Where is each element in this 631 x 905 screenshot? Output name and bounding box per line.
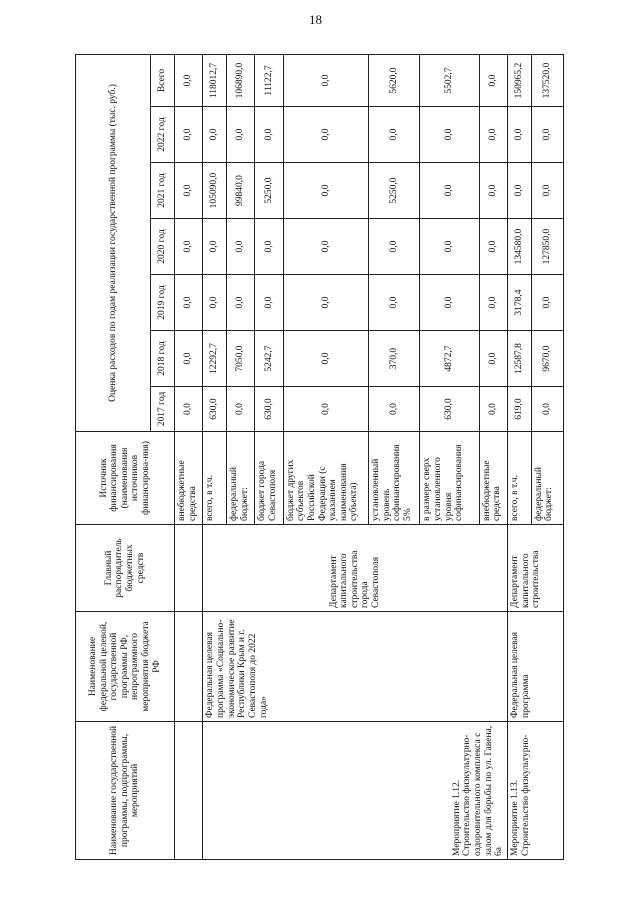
funding-source: бюджет других субъектов Российской Федерации (с указанием наименования субъекта): [283, 432, 369, 525]
funding-source: всего, в т.ч.: [507, 432, 531, 525]
value-cell: 0,0: [531, 163, 563, 219]
value-cell: 0,0: [175, 387, 203, 432]
value-cell: 0,0: [531, 275, 563, 331]
empty-cell: [175, 525, 203, 612]
value-cell: 0,0: [175, 107, 203, 163]
value-cell: 5620,0: [369, 54, 420, 106]
table-row: [507, 54, 531, 859]
value-cell: 7050,0: [227, 331, 255, 387]
value-cell: 0,0: [531, 107, 563, 163]
federal-program: Федеральная целевая программа: [507, 612, 563, 722]
value-cell: 0,0: [227, 275, 255, 331]
value-cell: 0,0: [283, 275, 369, 331]
table-row: [175, 54, 203, 859]
header-program-name: Наименование государственной программы, подпрограммы, мероприятий: [76, 722, 175, 860]
value-cell: 12292,7: [203, 331, 227, 387]
value-cell: 0,0: [283, 387, 369, 432]
header-distributor: Главный распорядитель бюджетных средств: [76, 525, 175, 612]
value-cell: 0,0: [255, 275, 283, 331]
header-row: [76, 54, 151, 859]
value-cell: 5250,0: [369, 163, 420, 219]
value-cell: 0,0: [227, 387, 255, 432]
distributor: Департамент капитального строительства города Севастополя: [203, 525, 508, 612]
value-cell: 0,0: [283, 54, 369, 106]
funding-source: федеральный бюджет:: [227, 432, 255, 525]
federal-program: Федеральная целевая программа «Социально-экономическое развитие Республики Крым и г. Севастополя до 2022 года»: [203, 612, 508, 722]
rotated-table-container: [75, 55, 564, 860]
value-cell: 150965,2: [507, 54, 531, 106]
funding-source: федеральный бюджет:: [531, 432, 563, 525]
value-cell: 630,0: [255, 387, 283, 432]
budget-table: [75, 54, 564, 860]
value-cell: 0,0: [203, 219, 227, 275]
value-cell: 0,0: [531, 387, 563, 432]
value-cell: 0,0: [369, 387, 420, 432]
value-cell: 106890,0: [227, 54, 255, 106]
funding-source: в размере сверх установленного уровня софинансирования: [420, 432, 479, 525]
value-cell: 0,0: [420, 163, 479, 219]
value-cell: 134580,0: [507, 219, 531, 275]
value-cell: 0,0: [479, 275, 507, 331]
value-cell: 0,0: [479, 387, 507, 432]
value-cell: 0,0: [255, 219, 283, 275]
year-total: Всего: [151, 54, 175, 106]
value-cell: 0,0: [420, 275, 479, 331]
value-cell: 0,0: [283, 219, 369, 275]
value-cell: 0,0: [203, 275, 227, 331]
value-cell: 12587,8: [507, 331, 531, 387]
value-cell: 0,0: [479, 54, 507, 106]
value-cell: 630,0: [203, 387, 227, 432]
empty-cell: [175, 612, 203, 722]
value-cell: 0,0: [420, 107, 479, 163]
header-estimate: Оценка расходов по годам реализации государственной программы (тыс. руб.): [76, 54, 151, 431]
page-number: 18: [309, 12, 322, 27]
value-cell: 0,0: [175, 54, 203, 106]
year-2018: 2018 год: [151, 331, 175, 387]
value-cell: 105090,0: [203, 163, 227, 219]
value-cell: 630,0: [420, 387, 479, 432]
value-cell: 0,0: [175, 163, 203, 219]
value-cell: 0,0: [175, 219, 203, 275]
table-frame: [75, 55, 564, 860]
measure-name: Мероприятие 1.12. Строительство физкультурно-оздоровительного комплекса с залом для борьбы по ул. Гавена, 6а: [203, 722, 508, 860]
value-cell: 9670,0: [531, 331, 563, 387]
year-2019: 2019 год: [151, 275, 175, 331]
value-cell: 5242,7: [255, 331, 283, 387]
value-cell: 5250,0: [255, 163, 283, 219]
value-cell: 0,0: [227, 219, 255, 275]
value-cell: 0,0: [175, 275, 203, 331]
value-cell: 0,0: [283, 331, 369, 387]
value-cell: 0,0: [479, 107, 507, 163]
empty-cell: [175, 722, 203, 860]
value-cell: 0,0: [283, 107, 369, 163]
table-row: [203, 54, 227, 859]
value-cell: 0,0: [507, 163, 531, 219]
value-cell: 127850,0: [531, 219, 563, 275]
funding-source: бюджет города Севастополя: [255, 432, 283, 525]
value-cell: 0,0: [479, 163, 507, 219]
value-cell: 118012,7: [203, 54, 227, 106]
value-cell: 0,0: [479, 331, 507, 387]
value-cell: 4872,7: [420, 331, 479, 387]
value-cell: 5502,7: [420, 54, 479, 106]
funding-source: всего, в т.ч.: [203, 432, 227, 525]
funding-source: внебюджетные средства: [175, 432, 203, 525]
header-funding-source: Источник финансирования (наименования источников финансирова-ния): [76, 432, 175, 525]
year-2021: 2021 год: [151, 163, 175, 219]
value-cell: 0,0: [175, 331, 203, 387]
value-cell: 0,0: [283, 163, 369, 219]
measure-name: Мероприятие 1.13. Строительство физкультурно-: [507, 722, 563, 860]
value-cell: 0,0: [227, 107, 255, 163]
value-cell: 370,0: [369, 331, 420, 387]
value-cell: 137520,0: [531, 54, 563, 106]
funding-source: установленный уровень софинансирования 5%: [369, 432, 420, 525]
value-cell: 0,0: [369, 275, 420, 331]
year-2020: 2020 год: [151, 219, 175, 275]
value-cell: 99840,0: [227, 163, 255, 219]
value-cell: 0,0: [203, 107, 227, 163]
value-cell: 619,0: [507, 387, 531, 432]
value-cell: 0,0: [369, 219, 420, 275]
value-cell: 0,0: [507, 107, 531, 163]
value-cell: 0,0: [255, 107, 283, 163]
value-cell: 0,0: [369, 107, 420, 163]
funding-source: внебюджетные средства: [479, 432, 507, 525]
value-cell: 0,0: [479, 219, 507, 275]
value-cell: 0,0: [420, 219, 479, 275]
year-2022: 2022 год: [151, 107, 175, 163]
header-federal-program: Наименование федеральной целевой, государственной программы РФ, непрограммного мероприятия бюджета РФ: [76, 612, 175, 722]
value-cell: 11122,7: [255, 54, 283, 106]
year-2017: 2017 год: [151, 387, 175, 432]
distributor: Департамент капитального строительства: [507, 525, 563, 612]
value-cell: 3178,4: [507, 275, 531, 331]
